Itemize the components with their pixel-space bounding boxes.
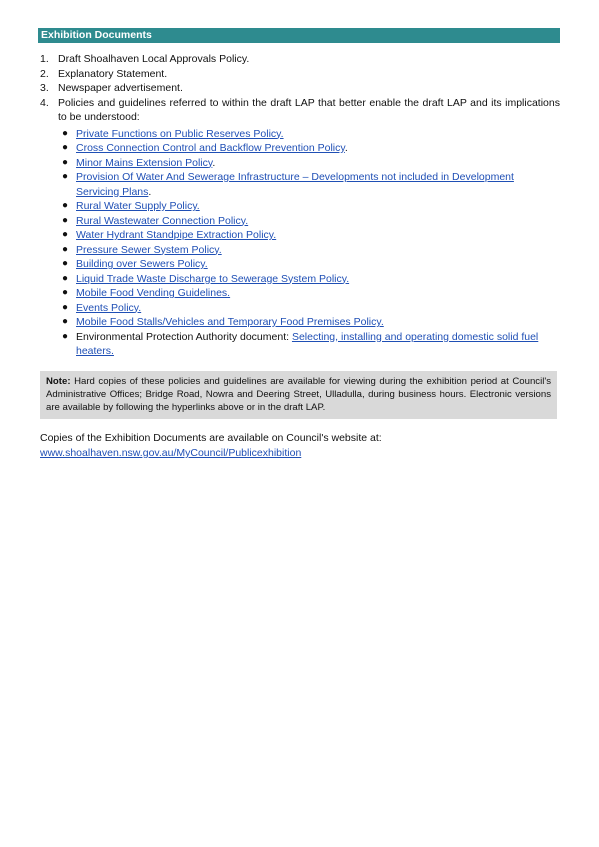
bullet-icon: ●	[62, 330, 69, 342]
note-text: Hard copies of these policies and guidelines are available for viewing during the exhibition period at Council's Administrative Offices; Bridge Road, Nowra and Deering Street, Ulladulla, during business hours. Electronic versions are available by following the hyperlinks above or in the draft LAP.	[46, 376, 551, 413]
item-text: Policies and guidelines referred to within the draft LAP that better enable the draft LAP and its implications to be understood:	[58, 96, 560, 123]
policy-item	[58, 127, 560, 142]
policy-link[interactable]: Private Functions on Public Reserves Policy.	[76, 127, 284, 140]
note-box	[40, 371, 557, 419]
documents-list	[40, 52, 560, 359]
copies-text: Copies of the Exhibition Documents are available on Council's website at:	[40, 432, 382, 444]
bullet-icon: ●	[62, 156, 69, 168]
suffix: .	[212, 156, 216, 169]
item-number: 3.	[40, 82, 49, 94]
policy-link[interactable]: Events Policy.	[76, 301, 142, 314]
bullet-icon: ●	[62, 258, 69, 269]
policy-item	[58, 199, 560, 214]
policy-item	[58, 301, 560, 316]
policy-link[interactable]: Building over Sewers Policy.	[76, 258, 208, 270]
policy-item	[58, 141, 560, 156]
website-link[interactable]: www.shoalhaven.nsw.gov.au/MyCouncil/Publicexhibition	[40, 447, 302, 459]
policy-item	[58, 170, 560, 199]
policy-item	[58, 243, 560, 258]
item-number: 2.	[40, 67, 49, 80]
list-item	[40, 81, 560, 96]
policy-link[interactable]: Water Hydrant Standpipe Extraction Policy.	[76, 229, 277, 241]
bullet-icon: ●	[62, 316, 69, 327]
bullet-icon: ●	[62, 243, 69, 255]
policy-link[interactable]: Liquid Trade Waste Discharge to Sewerage System Policy.	[76, 272, 350, 285]
policy-item	[58, 228, 560, 243]
epa-link[interactable]: Selecting, installing and operating domestic solid fuel heaters.	[76, 330, 539, 357]
section-header: Exhibition Documents	[38, 28, 560, 43]
policy-item	[58, 257, 560, 272]
item-text: Newspaper advertisement.	[58, 82, 183, 94]
policy-link[interactable]: Rural Wastewater Connection Policy.	[76, 214, 249, 227]
policy-link[interactable]: Pressure Sewer System Policy.	[76, 243, 222, 256]
policy-link[interactable]: Mobile Food Stalls/Vehicles and Temporary Food Premises Policy.	[76, 316, 384, 328]
bullet-icon: ●	[62, 301, 69, 313]
policy-item	[58, 156, 560, 171]
item-number: 1.	[40, 53, 49, 65]
item-text: Explanatory Statement.	[58, 67, 168, 80]
policy-item	[58, 330, 560, 359]
policy-link[interactable]: Mobile Food Vending Guidelines.	[76, 287, 231, 299]
policy-item	[58, 315, 560, 330]
bullet-icon: ●	[62, 171, 69, 182]
bullet-icon: ●	[62, 272, 69, 284]
list-item	[40, 96, 560, 359]
list-item	[40, 52, 560, 67]
policy-item	[58, 286, 560, 301]
suffix: .	[344, 142, 348, 154]
suffix: .	[148, 185, 152, 198]
bullet-icon: ●	[62, 214, 69, 226]
bullet-icon: ●	[62, 287, 69, 298]
policy-link[interactable]: Rural Water Supply Policy.	[76, 200, 200, 212]
policy-item	[58, 214, 560, 229]
note-label: Note:	[46, 376, 71, 387]
policy-link[interactable]: Provision Of Water And Sewerage Infrastructure – Developments not included in Development Servicing Plans	[76, 171, 514, 198]
item-text: Draft Shoalhaven Local Approvals Policy.	[58, 53, 250, 65]
bullet-icon: ●	[62, 229, 69, 240]
bullet-icon: ●	[62, 142, 69, 153]
bullet-icon: ●	[62, 200, 69, 211]
item-number: 4.	[40, 96, 49, 109]
list-item	[40, 67, 560, 82]
policy-link[interactable]: Minor Mains Extension Policy	[76, 156, 213, 169]
copies-paragraph	[40, 431, 560, 461]
epa-prefix: Environmental Protection Authority document:	[76, 330, 292, 343]
policy-item	[58, 272, 560, 287]
bullet-icon: ●	[62, 127, 69, 139]
policy-link[interactable]: Cross Connection Control and Backflow Prevention Policy	[76, 142, 345, 154]
policy-links-list	[58, 127, 560, 359]
